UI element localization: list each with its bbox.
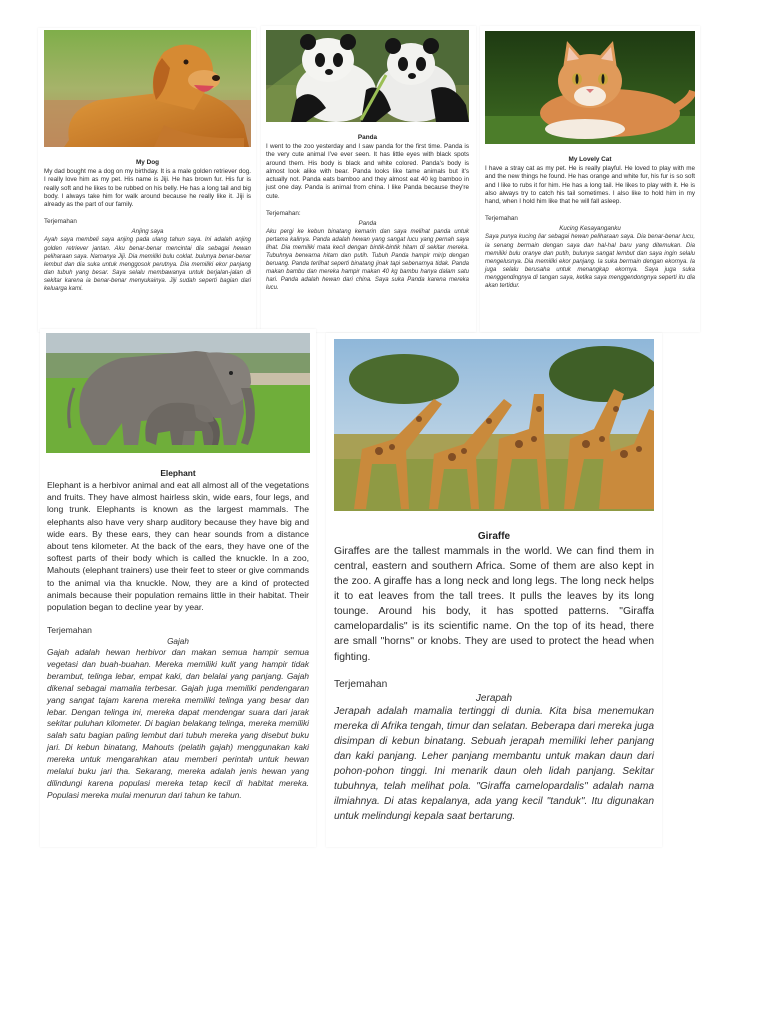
elephant-text: Elephant is a herbivor animal and eat all almost all of the vegetations and fruits. They have almost hairless skin, wide ears, four legs, and long trunk. Elephants is known as the largest mammals. The elephants also have very sharp auditory because they have big and wide ears. By these ears, they can hear sounds from a distance about tens kilometer. At the back of the ears, they have one of the softest parts of their body which is called the knuckle. In a zoo, Mahouts (elephant trainers) use their feet to steer or give commands to the animal via tha knuckle. Now, they are a kind of protected animals because their population remains little in their habitat. Their population began to decline year by year.: [47, 480, 309, 613]
cat-photo: [485, 31, 695, 144]
giraffe-translation-label: Terjemahan: [334, 678, 388, 690]
elephant-photo: [46, 333, 310, 453]
giraffe-translation-title: Jerapah: [475, 692, 513, 704]
cat-translation-label: Terjemahan: [485, 215, 518, 223]
panda-photo: [266, 30, 469, 122]
elephant-translation-text: Gajah adalah hewan herbivor dan makan semua hampir semua vegetasi dan buah-buahan. Mereka memiliki kulit yang hampir tidak berambut, telinga lebar, empat kaki, dan belalai yang panjang. Gajah dikenal sebagai mamalia terbesar. Gajah juga memiliki pendengaran yang sangat tajam karena mereka memiliki telinga yang besar dan lebar. Dengan telinga ini, mereka dapat mendengar suara dari jarak sekitar puluhan kilometer. Di bagian belakang telinga, mereka memiliki salah satu bagian paling lembut dari tubuh mereka yang disebut buku jari. Di kebun binatang, Mahouts (pelatih gajah) menggunakan kaki mereka untuk mengarahkan atau memberi perintah untuk hewan melalui buku jari tha. Sekarang, mereka adalah jenis hewan yang dilindungi karena populasi mereka tetap kecil di habitat mereka. Populasi mereka mulai menurun dari tahun ke tahun.: [47, 647, 309, 800]
elephant-translation-label: Terjemahan: [47, 625, 92, 636]
dog-translation-title: Anjing saya: [131, 228, 164, 236]
panda-title: Panda: [357, 134, 378, 141]
giraffe-photo: [334, 339, 654, 511]
cat-title: My Lovely Cat: [568, 156, 612, 163]
giraffe-text: Giraffes are the tallest mammals in the world. We can find them in central, eastern and southern Africa. Some of them are also kept in the zoo. A giraffe has a long neck and long legs. The long neck helps it to eat leaves from the tall trees. It pulls the leaves by its long tounge. Around his body, it has spotted patterns. "Giraffa camelopardalis" is its scientific name. On the top of its head, there are small "horns" or knobs. They are used to protect the head when fighting.: [334, 546, 654, 663]
giraffe-translation-text: Jerapah adalah mamalia tertinggi di dunia. Kita bisa menemukan mereka di Afrika tengah, timur dan selatan. Beberapa dari mereka juga disimpan di kebun binatang. Sebuah jerapah memiliki leher panjang dan kaki panjang. Leher panjang membantu untuk makan daun dari pohon-pohon tinggi. Ini menarik daun oleh lidah panjang. Sekitar tubuhnya, telah melihat pola. "Giraffa camelopardalis" adalah nama ilmiahnya. Di atas kepalanya, ada yang kecil "tanduk". Itu digunakan untuk melindungi kepala saat bertarung.: [334, 705, 654, 822]
panda-translation-label: Terjemahan:: [266, 210, 301, 218]
giraffe-card: [326, 333, 662, 847]
giraffe-title: Giraffe: [477, 531, 511, 542]
cat-translation-text: Saya punya kucing liar sebagai hewan peliharaan saya. Dia benar-benar lucu, ia senang bermain dengan saya dan hal-hal baru yang ditemukan. Dia memiliki bulu oranye dan putih, bulunya sangat lembut dan saya ingin selalu mengelusnya. Dia memiliki ekor panjang. Ia suka bermain dengan ekornya. Ia juga selalu berusaha untuk menangkap ekornya. Saya juga suka menggendingnya di tangan saya, ketika saya menggendongnya seperti itu dia akan tertidur.: [485, 234, 695, 289]
elephant-translation-title: Gajah: [167, 637, 189, 647]
panda-text: I went to the zoo yesterday and I saw panda for the first time. Panda is the very cute animal I've ever seen. It has little eyes with black spots around them. His body is black and white colored. Panda's body is almost look alike with bear. Panda looks like tame animals but it's actually not. Panda eats bamboo and they almost eat 40 kg bamboo in just one day. Panda is animal from china. I like Panda because they're cute.: [266, 143, 469, 200]
panda-card: [261, 26, 476, 332]
dog-card: [38, 28, 256, 332]
elephant-title: Elephant: [160, 468, 196, 478]
cat-card: [480, 26, 700, 332]
cat-text: I have a stray cat as my pet. He is really playful. He loved to play with me and the new things he found. He has orange and white fur, his fur is so soft and I like to rubs it for him. He has a long tail. He likes to play with it. He is also always try to catch his tail sometimes. I also like to hold him in my hand, when I hold him like that he will fall asleep.: [485, 165, 695, 206]
dog-photo: [44, 30, 251, 147]
cat-translation-title: Kucing Kesayanganku: [559, 225, 621, 233]
dog-text: My dad bought me a dog on my birthday. It is a male golden retriever dog. I really love him as my pet. His name is Jiji. He has brown fur. His fur is really soft and he likes to be rubbed on his belly. He has a long tail and big body. I always take him for walk around because he really like it. Jiji is already as the part of our family.: [44, 168, 251, 209]
panda-translation-text: Aku pergi ke kebun binatang kemarin dan saya melihat panda untuk pertama kalinya. Panda adalah hewan yang sangat lucu yang pernah saya lihat. Dia memiliki mata kecil dengan bintik-bintik hitam di sekitar mereka. Tubuhnya berwarna hitam dan putih. Tubuh Panda hampir mirip dengan beruang. Panda terlihat seperti binatang jinak tapi sebenarnya tidak. Panda makan bambu dan mereka hampir makan 40 kg bambu hanya dalam satu hari. Panda adalah hewan dari china. Saya suka Panda karena mereka lucu.: [266, 229, 469, 292]
panda-translation-title: Panda: [358, 220, 377, 228]
elephant-card: [40, 329, 316, 847]
dog-title: My Dog: [135, 159, 160, 166]
dog-translation-label: Terjemahan: [44, 218, 77, 226]
dog-translation-text: Ayah saya membeli saya anjing pada ulang tahun saya. Ini adalah anjing golden retriever jantan. Aku benar-benar mencintai dia sebagai hewan peliharaan saya. Namanya Jiji. Dia memiliki bulu coklat. bulunya benar-benar lembut dan dia suka untuk menggosok perutnya. Dia memiliki ekor panjang dan tubuh yang besar. Saya selalu membawanya untuk berjalan-jalan di sekitar karena ia benar-benar menyukainya. Jiji sudah seperti bagian dari keluarga kami.: [44, 237, 251, 292]
